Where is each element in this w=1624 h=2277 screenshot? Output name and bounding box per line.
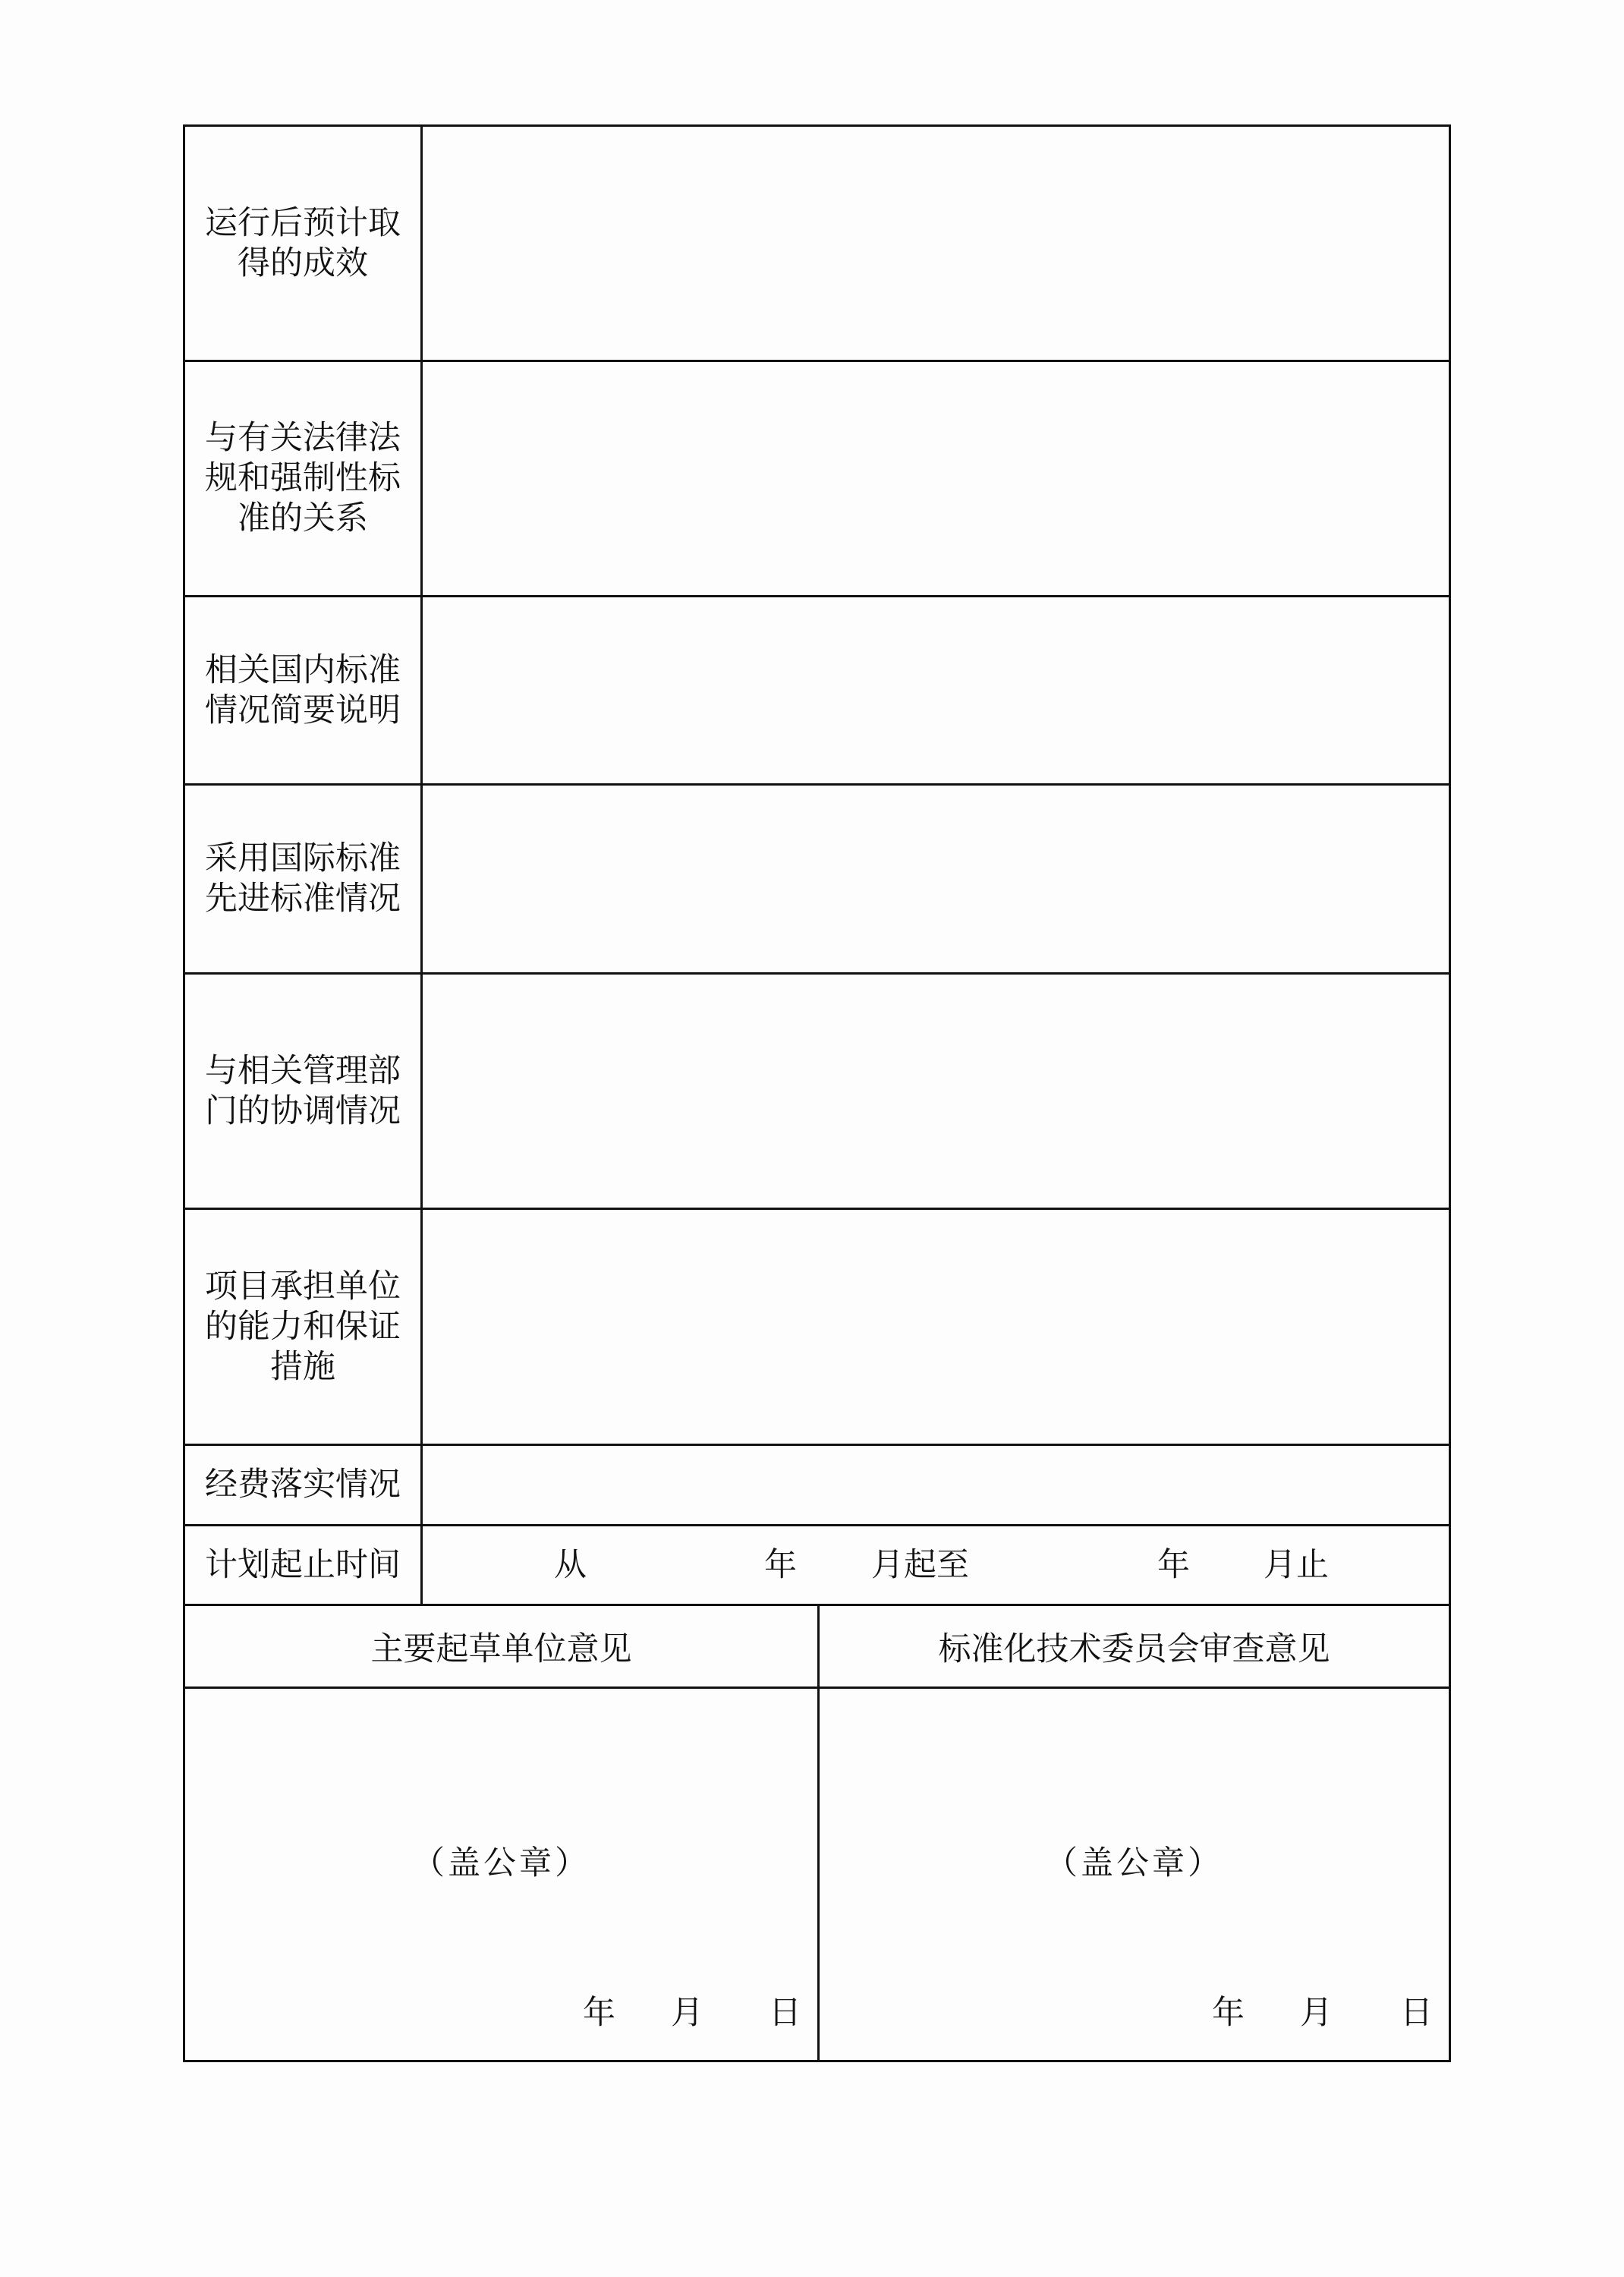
opinion-title: 标准化技术委员会审查意见 [820, 1606, 1449, 1689]
row-value-cell [423, 127, 1449, 360]
row-label [185, 975, 423, 1208]
row-expected-results [185, 127, 1449, 362]
row-label-line: 项目承担单位 [205, 1267, 401, 1305]
row-value-cell [423, 1210, 1449, 1444]
row-label [185, 1210, 423, 1444]
row-undertaker-capability [185, 1210, 1449, 1446]
schedule-year-start: 年 [764, 1546, 797, 1584]
row-funding [185, 1446, 1449, 1526]
seal-placeholder: （盖公章） [1045, 1844, 1223, 1882]
row-domestic-standards [185, 597, 1449, 786]
row-label-line: 情况简要说明 [205, 691, 401, 729]
row-department-coordination [185, 975, 1449, 1210]
technical-committee-opinion [820, 1606, 1449, 2060]
row-label-line: 与有关法律法 [205, 419, 401, 457]
row-label-line: 先进标准情况 [205, 880, 401, 918]
date-year: 年 [1212, 1994, 1245, 2032]
date-month: 月 [671, 1994, 703, 2032]
drafting-unit-opinion [185, 1606, 820, 2060]
row-value-cell [423, 362, 1449, 595]
row-schedule [185, 1526, 1449, 1606]
row-label-line: 准的关系 [238, 499, 368, 537]
row-label [185, 1526, 423, 1604]
row-label-line: 采用国际标准 [205, 839, 401, 877]
row-label-line: 措施 [270, 1347, 335, 1386]
opinion-body [185, 1689, 817, 2053]
row-label [185, 786, 423, 972]
schedule-month-start: 月起至 [871, 1546, 969, 1584]
row-label-line: 经费落实情况 [205, 1466, 401, 1504]
row-international-standards [185, 786, 1449, 975]
schedule-month-end: 月止 [1264, 1546, 1329, 1584]
row-label-line: 相关国内标准 [205, 650, 401, 689]
row-value-cell [423, 786, 1449, 972]
opinion-title: 主要起草单位意见 [185, 1606, 817, 1689]
row-label [185, 127, 423, 360]
row-value-cell [423, 1446, 1449, 1524]
schedule-value-cell [423, 1526, 1449, 1604]
row-label-line: 门的协调情况 [205, 1091, 401, 1130]
row-laws-relation [185, 362, 1449, 597]
row-value-cell [423, 597, 1449, 783]
row-label-line: 运行后预计取 [205, 203, 401, 242]
opinion-body [820, 1689, 1449, 2053]
date-month: 月 [1300, 1994, 1333, 2032]
row-label [185, 1446, 423, 1524]
row-label-line: 得的成效 [238, 244, 368, 282]
row-value-cell [423, 975, 1449, 1208]
date-year: 年 [583, 1994, 615, 2032]
row-label-line: 与相关管理部 [205, 1051, 401, 1090]
row-label [185, 597, 423, 783]
row-label [185, 362, 423, 595]
project-form-table [183, 124, 1451, 2062]
row-label-line: 的能力和保证 [205, 1307, 401, 1346]
row-label-line: 规和强制性标 [205, 459, 401, 497]
row-label-line: 计划起止时间 [205, 1545, 401, 1584]
schedule-year-end: 年 [1157, 1546, 1190, 1584]
seal-placeholder: （盖公章） [412, 1844, 590, 1882]
date-day: 日 [769, 1994, 801, 2032]
schedule-from: 从 [554, 1546, 587, 1584]
date-day: 日 [1400, 1994, 1433, 2032]
opinions-section [185, 1606, 1449, 2277]
